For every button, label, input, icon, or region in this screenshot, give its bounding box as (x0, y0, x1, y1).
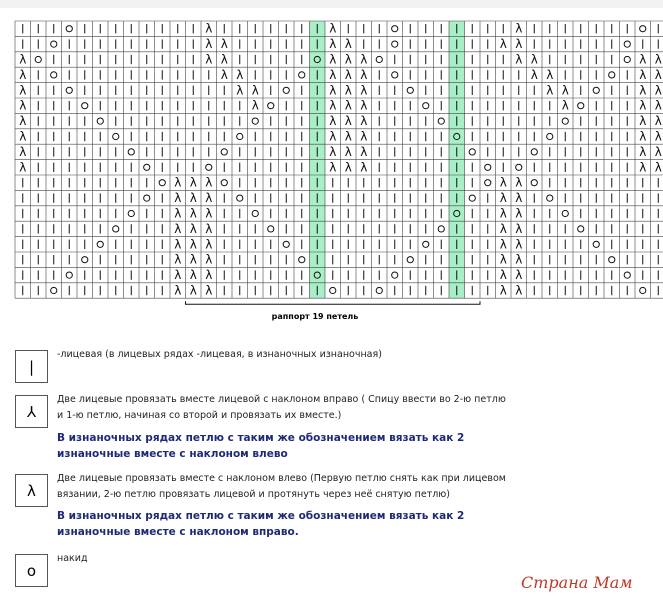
yarn-over-symbol (51, 41, 57, 47)
decrease-symbol: λ (329, 52, 337, 67)
yarn-over-symbol (547, 195, 553, 201)
yarn-over-symbol (128, 210, 134, 216)
decrease-symbol: λ (329, 160, 337, 175)
decrease-symbol: λ (189, 206, 197, 221)
yarn-over-symbol (624, 41, 630, 47)
decrease-symbol: λ (189, 191, 197, 206)
legend-text-k2tog-left: Две лицевые провязать вместе с наклоном влево (Первую петлю снять как при лицевом вязании, 2-ю петлю провязать лицевой и протянуть через неё снятую петлю) (57, 473, 506, 500)
decrease-symbol: λ (174, 283, 182, 298)
decrease-symbol: λ (174, 191, 182, 206)
decrease-symbol: λ (19, 52, 27, 67)
yarn-over-symbol (376, 56, 382, 62)
decrease-symbol: λ (515, 37, 523, 52)
decrease-symbol: λ (189, 221, 197, 236)
decrease-symbol: λ (360, 98, 368, 113)
yarn-over-symbol (423, 103, 429, 109)
decrease-symbol: λ (639, 144, 647, 159)
decrease-symbol: λ (189, 237, 197, 252)
decrease-symbol: λ (499, 191, 507, 206)
decrease-symbol: λ (189, 268, 197, 283)
yarn-over-symbol (144, 164, 150, 170)
decrease-symbol: λ (189, 175, 197, 190)
legend-text-yarnover: накид (57, 553, 88, 564)
decrease-symbol: λ (174, 206, 182, 221)
legend-text-k2tog-right: Две лицевые провязать вместе лицевой с наклоном вправо ( Спицу ввести во 2-ю петлю и 1-ю петлю, начиная со второй и провязать их вместе.) (57, 394, 506, 421)
yarn-over-symbol (593, 241, 599, 247)
yarn-over-symbol (547, 133, 553, 139)
yarn-over-symbol (237, 133, 243, 139)
yarn-over-symbol (578, 103, 584, 109)
decrease-symbol: λ (515, 268, 523, 283)
decrease-symbol: λ (654, 52, 662, 67)
decrease-symbol: λ (654, 144, 662, 159)
decrease-symbol: λ (329, 114, 337, 129)
decrease-symbol: λ (639, 98, 647, 113)
legend-note-k2tog-left: В изнаночных рядах петлю с таким же обозначением вязать как 2 изнаночные вместе с наклоном вправо. (57, 510, 465, 538)
decrease-symbol: λ (499, 175, 507, 190)
yarn-over-symbol (392, 26, 398, 32)
decrease-symbol: λ (344, 144, 352, 159)
yarn-over-symbol (66, 26, 72, 32)
decrease-symbol: λ (654, 129, 662, 144)
decrease-symbol: λ (344, 114, 352, 129)
decrease-symbol: λ (639, 52, 647, 67)
decrease-symbol: λ (499, 268, 507, 283)
yarn-over-symbol (113, 133, 119, 139)
yarn-over-symbol (624, 272, 630, 278)
site-watermark: Страна Мам (521, 573, 633, 592)
yarn-over-symbol (562, 118, 568, 124)
decrease-symbol: λ (19, 67, 27, 82)
rapport-bracket (186, 301, 481, 304)
decrease-symbol: λ (639, 67, 647, 82)
decrease-symbol: λ (344, 37, 352, 52)
yarn-over-symbol (438, 226, 444, 232)
yarn-over-symbol (299, 257, 305, 263)
decrease-symbol: λ (360, 114, 368, 129)
yarn-over-symbol (206, 164, 212, 170)
yarn-over-symbol (51, 287, 57, 293)
decrease-symbol: λ (189, 252, 197, 267)
yarn-over-symbol (144, 195, 150, 201)
yarn-over-symbol (531, 149, 537, 155)
decrease-symbol: λ (515, 191, 523, 206)
decrease-symbol: λ (205, 268, 213, 283)
yarn-over-symbol (392, 272, 398, 278)
yarn-over-symbol (392, 41, 398, 47)
decrease-symbol: λ (19, 114, 27, 129)
decrease-symbol: λ (639, 114, 647, 129)
yarn-over-symbol (330, 287, 336, 293)
decrease-symbol: λ (561, 83, 569, 98)
yarn-over-symbol (97, 241, 103, 247)
decrease-symbol: λ (515, 52, 523, 67)
decrease-symbol: λ (499, 237, 507, 252)
yarn-over-symbol (113, 226, 119, 232)
decrease-symbol: λ (344, 52, 352, 67)
legend-text-knit: -лицевая (в лицевых рядах -лицевая, в изнаночных изнаночная) (57, 349, 382, 360)
decrease-symbol: λ (19, 160, 27, 175)
decrease-symbol: λ (174, 268, 182, 283)
yarn-over-symbol (562, 210, 568, 216)
yarn-over-symbol (392, 72, 398, 78)
decrease-symbol: λ (515, 206, 523, 221)
yarn-over-symbol (82, 257, 88, 263)
yarn-over-symbol (35, 56, 41, 62)
decrease-symbol: λ (19, 144, 27, 159)
decrease-symbol: λ (205, 175, 213, 190)
decrease-symbol: λ (251, 83, 259, 98)
yarn-over-symbol (640, 26, 646, 32)
decrease-symbol: λ (220, 37, 228, 52)
yarn-over-symbol (268, 226, 274, 232)
yarn-over-symbol (283, 241, 289, 247)
decrease-symbol: λ (515, 175, 523, 190)
decrease-symbol: λ (329, 144, 337, 159)
decrease-symbol: λ (205, 283, 213, 298)
yarn-over-symbol (485, 180, 491, 186)
decrease-symbol: λ (654, 114, 662, 129)
decrease-symbol: λ (236, 83, 244, 98)
yarn-over-symbol (609, 72, 615, 78)
decrease-symbol: λ (515, 283, 523, 298)
decrease-symbol: λ (205, 21, 213, 36)
decrease-symbol: λ (19, 83, 27, 98)
decrease-symbol: λ (360, 160, 368, 175)
yarn-over-symbol (252, 118, 258, 124)
yarn-over-symbol (237, 195, 243, 201)
decrease-symbol: λ (639, 83, 647, 98)
decrease-symbol: λ (174, 252, 182, 267)
decrease-symbol: λ (561, 98, 569, 113)
yarn-over-symbol (640, 287, 646, 293)
yarn-over-symbol (531, 180, 537, 186)
decrease-symbol: λ (344, 129, 352, 144)
decrease-symbol: λ (220, 52, 228, 67)
decrease-symbol: λ (205, 206, 213, 221)
yarn-over-symbol (438, 118, 444, 124)
decrease-symbol: λ (499, 206, 507, 221)
decrease-symbol: λ (499, 221, 507, 236)
decrease-symbol: λ (344, 98, 352, 113)
yarn-over-symbol (407, 87, 413, 93)
yarn-over-symbol (407, 257, 413, 263)
yarn-over-symbol (221, 149, 227, 155)
yarn-over-symbol (423, 241, 429, 247)
decrease-symbol: λ (205, 237, 213, 252)
yarn-over-symbol (593, 87, 599, 93)
yarn-over-symbol (51, 72, 57, 78)
decrease-symbol: λ (329, 83, 337, 98)
decrease-symbol: λ (639, 129, 647, 144)
yarn-over-symbol (624, 56, 630, 62)
decrease-symbol: λ (360, 52, 368, 67)
legend-symbol-yarnover: o (15, 554, 48, 587)
decrease-symbol: λ (329, 21, 337, 36)
decrease-symbol: λ (654, 160, 662, 175)
decrease-symbol: λ (515, 221, 523, 236)
decrease-symbol: λ (344, 160, 352, 175)
decrease-symbol: λ (546, 67, 554, 82)
decrease-symbol: λ (329, 98, 337, 113)
decrease-symbol: λ (189, 283, 197, 298)
yarn-over-symbol (221, 180, 227, 186)
decrease-symbol: λ (360, 129, 368, 144)
yarn-over-symbol (578, 226, 584, 232)
decrease-symbol: λ (515, 252, 523, 267)
decrease-symbol: λ (329, 129, 337, 144)
yarn-over-symbol (516, 164, 522, 170)
yarn-over-symbol (485, 164, 491, 170)
decrease-symbol: λ (19, 129, 27, 144)
decrease-symbol: λ (360, 144, 368, 159)
decrease-symbol: λ (220, 67, 228, 82)
yarn-over-symbol (469, 195, 475, 201)
decrease-symbol: λ (205, 221, 213, 236)
legend-note-k2tog-right: В изнаночных рядах петлю с таким же обозначением вязать как 2 изнаночные вместе с наклоном влево (57, 432, 465, 460)
yarn-over-symbol (97, 118, 103, 124)
decrease-symbol: λ (174, 221, 182, 236)
decrease-symbol: λ (654, 83, 662, 98)
yarn-over-symbol (469, 149, 475, 155)
legend-symbol-k2tog-left: λ (15, 474, 48, 507)
legend-symbol-k2tog-right: ⅄ (15, 395, 48, 428)
decrease-symbol: λ (654, 67, 662, 82)
decrease-symbol: λ (530, 52, 538, 67)
yarn-over-symbol (299, 72, 305, 78)
decrease-symbol: λ (360, 83, 368, 98)
decrease-symbol: λ (205, 52, 213, 67)
yarn-over-symbol (252, 210, 258, 216)
decrease-symbol: λ (251, 98, 259, 113)
decrease-symbol: λ (546, 83, 554, 98)
yarn-over-symbol (376, 287, 382, 293)
decrease-symbol: λ (515, 21, 523, 36)
decrease-symbol: λ (515, 237, 523, 252)
decrease-symbol: λ (499, 37, 507, 52)
decrease-symbol: λ (499, 252, 507, 267)
yarn-over-symbol (66, 87, 72, 93)
yarn-over-symbol (82, 103, 88, 109)
decrease-symbol: λ (639, 160, 647, 175)
decrease-symbol: λ (205, 252, 213, 267)
decrease-symbol: λ (205, 191, 213, 206)
decrease-symbol: λ (344, 83, 352, 98)
decrease-symbol: λ (19, 98, 27, 113)
yarn-over-symbol (66, 272, 72, 278)
yarn-over-symbol (268, 103, 274, 109)
decrease-symbol: λ (329, 67, 337, 82)
rapport-label: раппорт 19 петель (271, 312, 359, 321)
legend-symbol-knit: | (15, 350, 48, 383)
decrease-symbol: λ (329, 37, 337, 52)
decrease-symbol: λ (530, 67, 538, 82)
yarn-over-symbol (159, 180, 165, 186)
decrease-symbol: λ (654, 98, 662, 113)
yarn-over-symbol (609, 257, 615, 263)
decrease-symbol: λ (174, 237, 182, 252)
decrease-symbol: λ (499, 283, 507, 298)
decrease-symbol: λ (360, 67, 368, 82)
yarn-over-symbol (283, 87, 289, 93)
decrease-symbol: λ (236, 67, 244, 82)
decrease-symbol: λ (205, 37, 213, 52)
yarn-over-symbol (128, 149, 134, 155)
decrease-symbol: λ (174, 175, 182, 190)
decrease-symbol: λ (344, 67, 352, 82)
